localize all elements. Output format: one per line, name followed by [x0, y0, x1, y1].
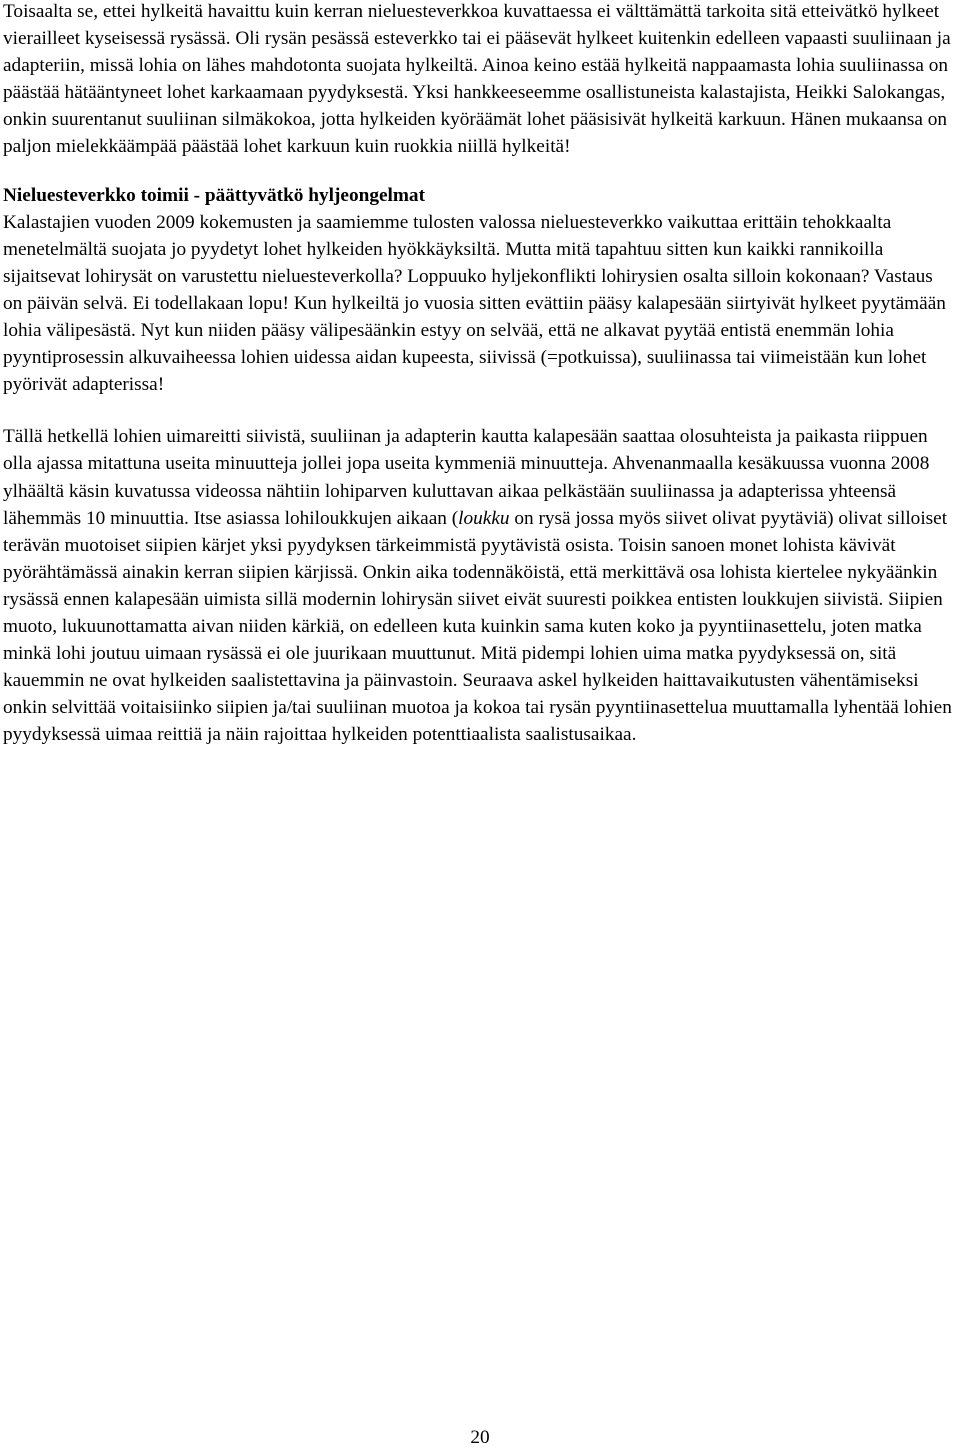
paragraph-swim-route-text-end: on rysä jossa myös siivet olivat pyytäviä) olivat silloiset terävän muotoiset siipien kärjet yksi pyydyksen tärkeimmistä pyytävistä osista. Toisin sanoen monet lohista kävivät pyörähtämässä ainakin kerran siipien kärjissä. Onkin aika todennäköistä, että merkittävä osa lohista kiertelee nykyäänkin rysässä ennen kalapesään uimista sillä modernin lohirysän siivet eivät suuresti poikkea entisten loukkujen siivistä. Siipien muoto, lukuunottamatta aivan niiden kärkiä, on edelleen kuta kuinkin sama kuten koko ja pyyntiinasettelu, joten matka minkä lohi joutuu uimaan rysässä ei ole juurikaan muuttunut. Mitä pidempi lohien uima matka pyydyksessä on, sitä kauemmin ne ovat hylkeiden saalistettavina ja päinvastoin. Seuraava askel hylkeiden haittavaikutusten vähentämiseksi onkin selvittää voitaisiinko siipien ja/tai suuliinan muotoa ja kokoa tai rysän pyyntiinasettelua muuttamalla lyhentää lohien pyydyksessä uimaa reittiä ja näin rajoittaa hylkeiden potenttiaalista saalistusaikaa.	[3, 507, 952, 746]
page-number: 20	[470, 1427, 490, 1448]
paragraph-swim-route-italic-term: loukku	[458, 507, 510, 529]
section-heading: Nieluesteverkko toimii - päättyvätkö hyljeongelmat	[3, 184, 425, 206]
paragraph-swim-route-text-start: Tällä hetkellä lohien uimareitti siivistä, suuliinan ja adapterin kautta kalapesään saattaa olosuhteista ja paikasta riippuen olla ajassa mitattuna useita minuutteja jollei jopa useita kymmeniä minuutteja. Ahvenanmaalla kesäkuussa vuonna 2008 ylhäältä käsin kuvatussa videossa nähtiin lohiparven kuluttavan aikaa pelkästään suuliinassa ja adapterissa yhteensä lähemmäs 10 minuuttia. Itse asiassa lohiloukkujen aikaan (	[3, 426, 930, 529]
document-page	[3, 0, 956, 748]
paragraph-swim-route	[3, 423, 956, 748]
paragraph-seal-escape: Toisaalta se, ettei hylkeitä havaittu kuin kerran nieluesteverkkoa kuvattaessa ei välttämättä tarkoita sitä etteivätkö hylkeet vierailleet kyseisessä rysässä. Oli rysän pesässä esteverkko tai ei pääsevät hylkeet kuitenkin edelleen vapaasti suuliinaan ja adapteriin, missä lohia on lähes mahdotonta suojata hylkeiltä. Ainoa keino estää hylkeitä nappaamasta lohia suuliinassa on päästää hätääntyneet lohet karkaamaan pyydyksestä. Yksi hankkeeseemme osallistuneista kalastajista, Heikki Salokangas, onkin suurentanut suuliinan silmäkokoa, jotta hylkeiden kyöräämät lohet pääsisivät hylkeitä karkuun. Hänen mukaansa on paljon mielekkäämpää päästää lohet karkuun kuin ruokkia niillä hylkeitä!	[3, 1, 951, 158]
paragraph-barrier-net: Kalastajien vuoden 2009 kokemusten ja saamiemme tulosten valossa nieluesteverkko vaikuttaa erittäin tehokkaalta menetelmältä suojata jo pyydetyt lohet hylkeiden hyökkäyksiltä. Mutta mitä tapahtuu sitten kun kaikki rannikoilla sijaitsevat lohirysät on varustettu nieluesteverkolla? Loppuuko hyljekonflikti lohirysien osalta silloin kokonaan? Vastaus on päivän selvä. Ei todellakaan lopu! Kun hylkeiltä jo vuosia sitten evättiin pääsy kalapesään siirtyivät hylkeet pyytämään lohia välipesästä. Nyt kun niiden pääsy välipesäänkin estyy on selvää, että ne alkavat pyytää entistä enemmän lohia pyyntiprosessin alkuvaiheessa lohien uidessa aidan kupeesta, siivissä (=potkuissa), suuliinassa tai viimeistään kun lohet pyörivät adapterissa!	[3, 211, 946, 396]
